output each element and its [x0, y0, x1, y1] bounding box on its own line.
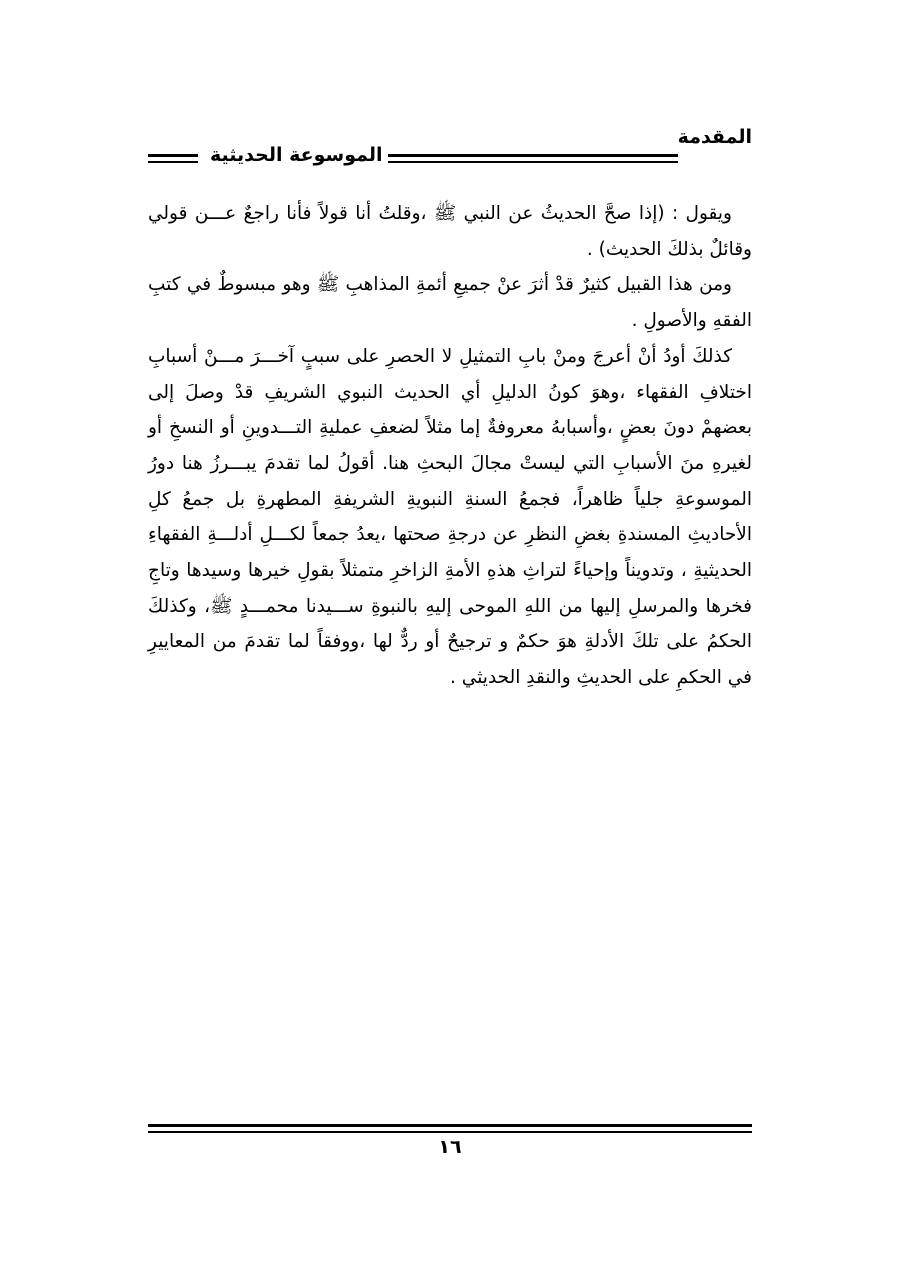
footer-rule — [148, 1124, 752, 1133]
page-header — [148, 122, 752, 172]
main-text — [148, 196, 752, 696]
book-title: الموسوعة الحديثية — [210, 144, 383, 166]
page-number: ١٦ — [438, 1136, 462, 1158]
paragraph-2: ومن هذا القبيل كثيرٌ قدْ أثرَ عنْ جميعِ أئمةِ المذاهبِ ﷺ وهو مبسوطٌ في كتبِ الفقهِ والأصولِ . — [148, 274, 752, 332]
paragraph-1: ويقول : (إذا صحَّ الحديثُ عن النبي ﷺ ،وقلتُ أنا قولاً فأنا راجعٌ عـــن قولي وقائلٌ بذلكَ الحديث) . — [148, 203, 752, 260]
chapter-title: المقدمة — [677, 126, 752, 148]
header-rule-short — [148, 154, 198, 163]
paragraph-3: كذلكَ أودُ أنْ أعرجَ ومنْ بابِ التمثيلِ لا الحصرِ على سببٍ آخـــرَ مـــنْ أسبابِ اختلافِ الفقهاء ،وهوَ كونُ الدليلِ أي الحديث النبوي الشريفِ قدْ وصلَ إلى بعضهمْ دونَ بعضٍ ،وأسبابهُ معروفةٌ إما مثلاً لضعفِ عمليةِ التـــدوينِ أو النسخِ أو لغيرهِ منَ الأسبابِ التي ليستْ مجالَ البحثِ هنا. أقولُ لما تقدمَ يبـــرزُ هنا دورُ الموسوعةِ جلياً ظاهراً، فجمعُ السنةِ النبويةِ الشريفةِ المطهرةِ بل جمعُ كلِ الأحاديثِ المسندةِ بغضِ النظرِ عن درجةِ صحتها ،يعدُ جمعاً لكـــلِ أدلـــةِ الفقهاءِ الحديثيةِ ، وتدويناً وإحياءً لتراثِ هذهِ الأمةِ الزاخرِ متمثلاً بقولِ خيرها وسيدها وتاجِ فخرها والمرسلِ إليها من اللهِ الموحى إليهِ بالنبوةِ ســـيدنا محمـــدٍ ﷺ، وكذلكَ الحكمُ على تلكَ الأدلةِ هوَ حكمٌ و ترجيحٌ أو ردٌّ لها ،ووفقاً لما تقدمَ من المعاييرِ في الحكمِ على الحديثِ والنقدِ الحديثي . — [148, 345, 752, 689]
header-rule-long — [388, 154, 678, 163]
